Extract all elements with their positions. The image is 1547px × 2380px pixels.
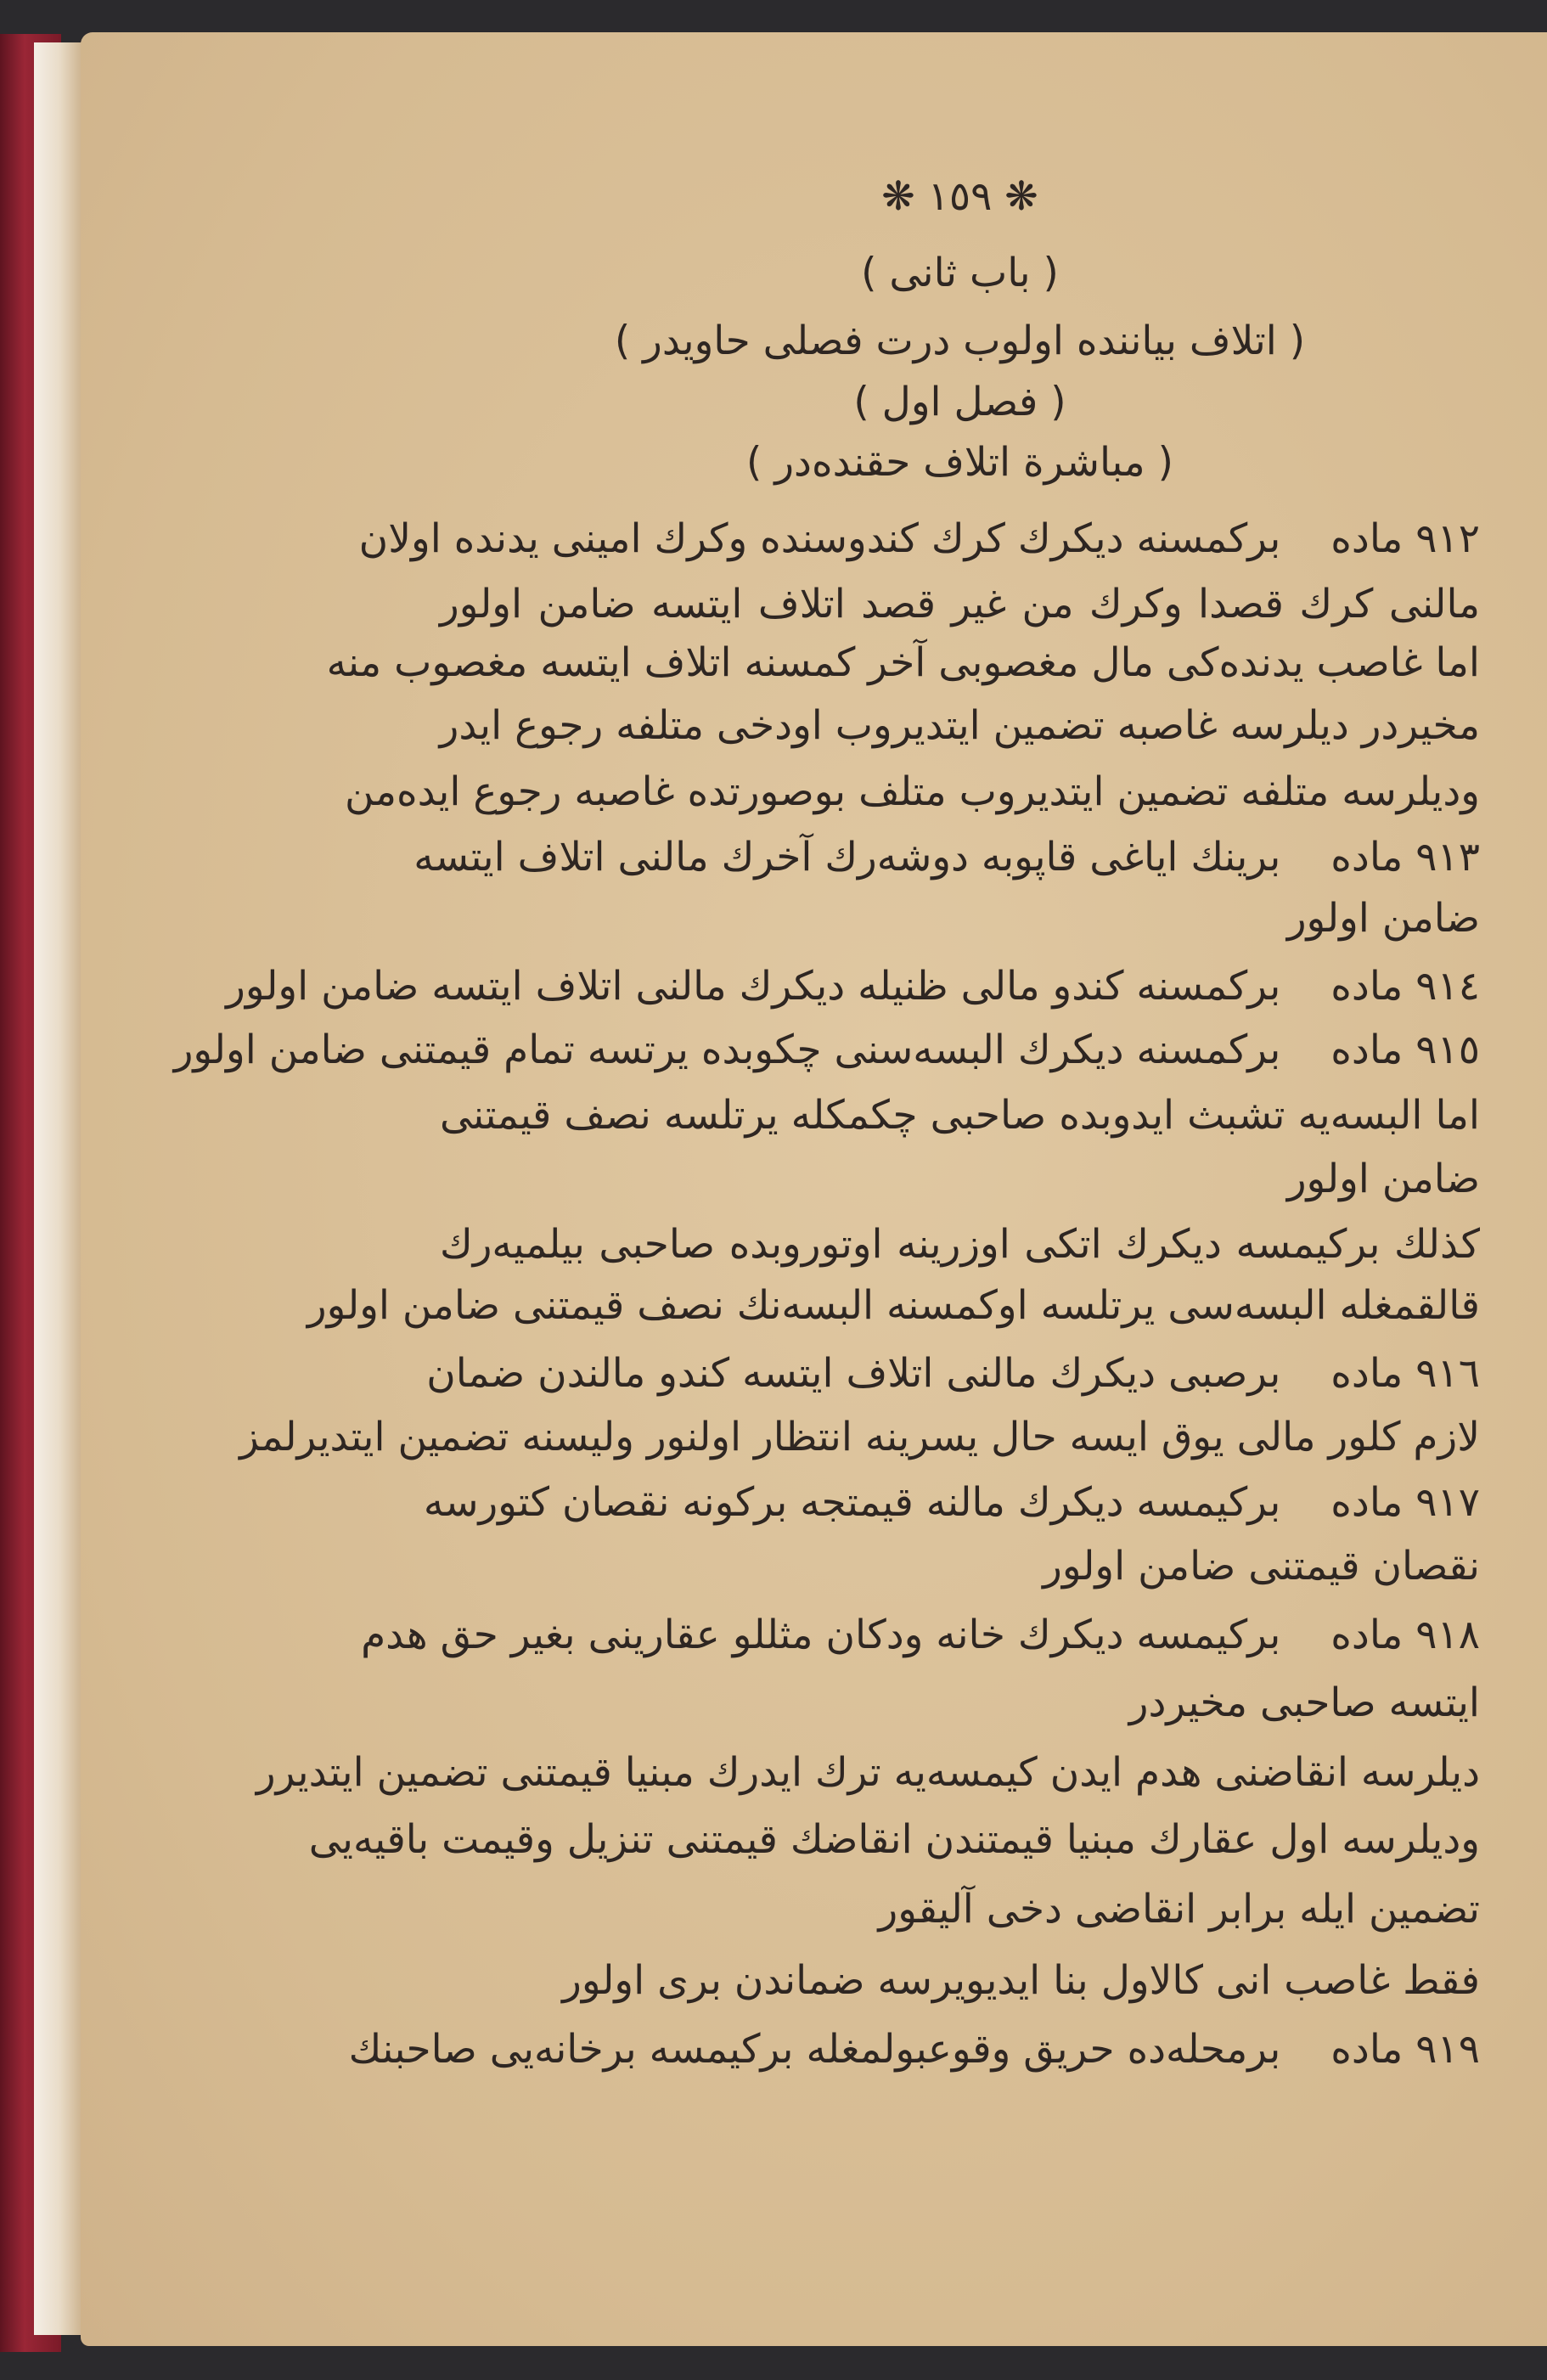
heading-section-topic: ( مباشرة اتلاف حقنده‌در ) (746, 439, 1173, 486)
text-line (440, 1947, 1480, 2015)
line-text: قالقمغله البسه‌سی یرتلسه اوکمسنه البسه‌نك نصف قیمتنی ضامن اولور (307, 1281, 1480, 1329)
line-text: مالنی کرك قصدا وکرك من غیر قصد اتلاف ایتسه ضامن اولور (440, 580, 1480, 627)
text-line (440, 1145, 1480, 1213)
article-line (413, 824, 1480, 892)
line-text: مخیردر دیلرسه غاصبه تضمین ایتدیروب اودخی متلفه رجوع ایدر (439, 701, 1480, 749)
article-line (361, 1601, 1480, 1669)
line-text: ضامن اولور (1286, 1156, 1480, 1203)
article-line (426, 1340, 1480, 1408)
heading-chapter: ( باب ثانی ) (861, 250, 1059, 296)
text-line (440, 885, 1480, 953)
text-line (440, 692, 1480, 760)
text-line (239, 1404, 1480, 1471)
text-line (440, 1533, 1480, 1601)
line-text: برصبی دیکرك مالنی اتلاف ایتسه کندو مالندن ضمان (426, 1350, 1281, 1398)
article-number: ٩١٤ ماده (1330, 963, 1480, 1010)
line-text: ضامن اولور (1286, 894, 1480, 942)
line-text: ایتسه صاحبی مخیردر (1128, 1680, 1480, 1727)
article-line (423, 1469, 1480, 1537)
article-number: ٩١٨ ماده (1330, 1611, 1480, 1658)
heading-chapter-description: ( اتلاف بیاننده اولوب درت فصلی حاویدر ) (614, 318, 1306, 364)
line-text: برکیمسه دیکرك مالنه قیمتجه برکونه نقصان کتورسه (423, 1479, 1281, 1527)
line-text: لازم کلور مالی یوق ایسه حال یسرینه انتظار اولنور ولیسنه تضمین ایتدیرلمز (239, 1414, 1480, 1461)
article-number: ٩١٢ ماده (1330, 515, 1480, 562)
page-edges (34, 42, 85, 2335)
line-text: فقط غاصب انی کالاول بنا ایدیویرسه ضماندن بری اولور (562, 1957, 1480, 2005)
text-line (307, 1272, 1480, 1340)
line-text: اما البسه‌یه تشبث ایدوبده صاحبی چکمکله یرتلسه نصف قیمتنی (440, 1092, 1480, 1139)
line-text: برینك ایاغی قاپوبه دوشه‌رك آخرك مالنی اتلاف ایتسه (413, 834, 1281, 881)
line-text: برکیمسه دیکرك خانه ودکان مثللو عقارینی بغیر حق هدم (361, 1611, 1281, 1658)
text-line (326, 629, 1480, 697)
text-line (345, 758, 1480, 826)
line-text: برمحله‌ده حریق وقوعبولمغله برکیمسه برخانه‌یی صاحبنك (348, 2025, 1281, 2073)
text-line (440, 1669, 1480, 1737)
line-text: کذلك برکیمسه دیکرك اتکی اوزرینه اوتوروبده صاحبی بیلمیه‌رك (440, 1221, 1480, 1269)
text-line (440, 1211, 1480, 1279)
text-line (440, 1876, 1480, 1944)
line-text: تضمین ایله برابر انقاضی دخی آلیقور (878, 1886, 1480, 1933)
article-number: ٩١٩ ماده (1330, 2025, 1480, 2073)
line-text: برکمسنه دیکرك البسه‌سنی چکوبده یرتسه تمام قیمتنی ضامن اولور (173, 1027, 1281, 1074)
article-line (226, 953, 1480, 1021)
article-number: ٩١٦ ماده (1330, 1350, 1480, 1398)
line-text: برکمسنه کندو مالی ظنیله دیکرك مالنی اتلاف ایتسه ضامن اولور (226, 963, 1281, 1010)
line-text: اما غاصب یدنده‌کی مال مغصوبی آخر کمسنه اتلاف ایتسه مغصوب منه (326, 639, 1480, 687)
text-line (308, 1806, 1480, 1874)
article-line (173, 1016, 1480, 1084)
text-line (440, 1082, 1480, 1150)
line-text: ودیلرسه متلفه تضمین ایتدیروب متلف بوصورتده غاصبه رجوع ایده‌من (345, 768, 1480, 816)
article-number: ٩١٣ ماده (1330, 834, 1480, 881)
article-number: ٩١٧ ماده (1330, 1479, 1480, 1527)
text-line (440, 571, 1480, 639)
article-line (348, 2016, 1480, 2084)
text-line (256, 1739, 1480, 1807)
line-text: دیلرسه انقاضنی هدم ایدن کیمسه‌یه ترك ایدرك مبنیا قیمتنی تضمین ایتدیرر (256, 1749, 1480, 1797)
heading-section: ( فصل اول ) (853, 379, 1066, 425)
article-line (358, 505, 1480, 573)
line-text: ودیلرسه اول عقارك مبنیا قیمتندن انقاضك قیمتنی تنزیل وقیمت باقیه‌یی (308, 1816, 1480, 1864)
line-text: برکمسنه دیکرك کرك کندوسنده وکرك امینی یدنده اولان (358, 515, 1281, 562)
page-number: ❋ ١٥٩ ❋ (881, 173, 1038, 220)
line-text: نقصان قیمتنی ضامن اولور (1043, 1543, 1480, 1590)
article-number: ٩١٥ ماده (1330, 1027, 1480, 1074)
